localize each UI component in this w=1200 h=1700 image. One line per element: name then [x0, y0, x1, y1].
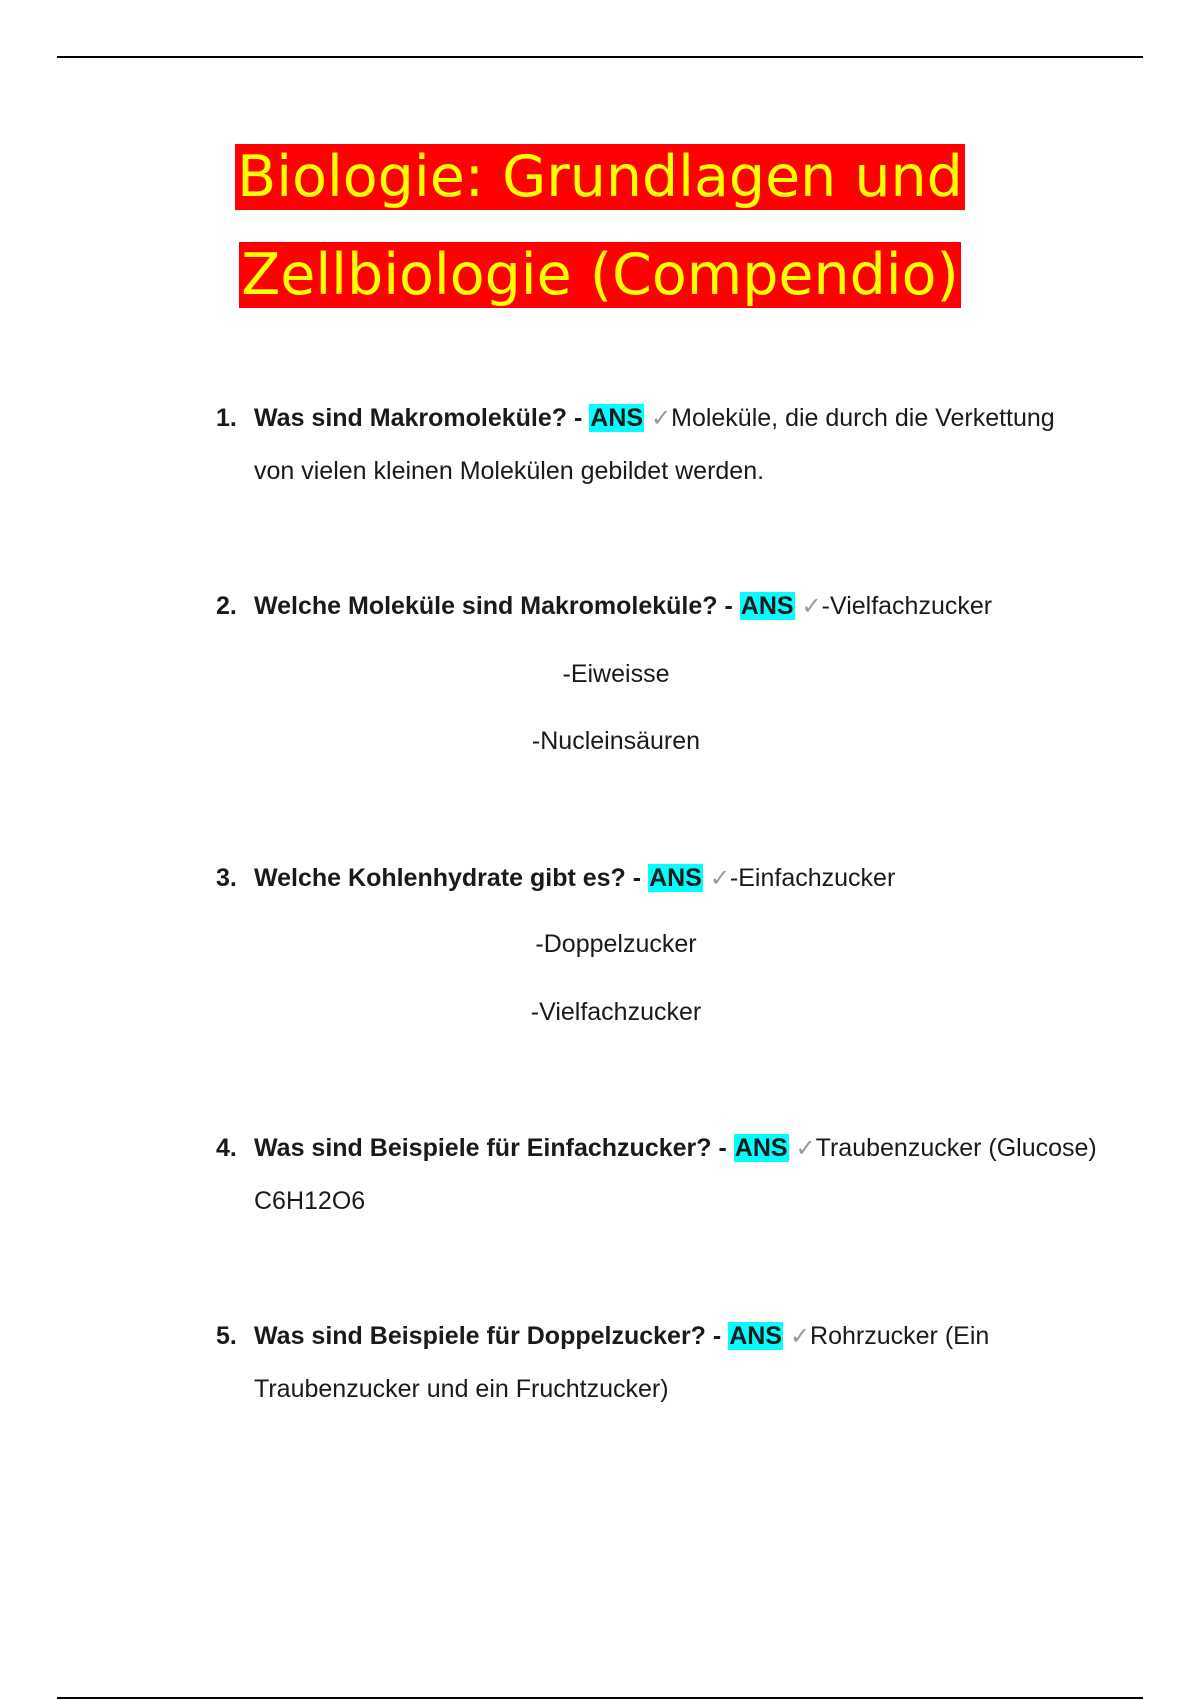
question-5	[216, 1310, 1116, 1415]
check-icon: ✓	[789, 1323, 811, 1350]
document-title-line-2	[0, 242, 1200, 308]
answer-list-item: -Nucleinsäuren	[531, 727, 701, 755]
question-1	[216, 392, 1116, 497]
check-icon: ✓	[651, 405, 672, 432]
answer-list-item: -Eiweisse	[562, 660, 670, 688]
answer-text: -Einfachzucker	[729, 864, 896, 892]
ans-label: ANS	[740, 592, 794, 620]
question-text: Welche Kohlenhydrate gibt es? -	[254, 864, 642, 892]
answer-continuation: Traubenzucker und ein Fruchtzucker)	[254, 1375, 669, 1403]
question-number: 2.	[216, 592, 237, 620]
question-number: 3.	[216, 864, 237, 892]
check-icon: ✓	[801, 593, 822, 620]
ans-label: ANS	[729, 1322, 782, 1350]
question-number: 5.	[216, 1322, 237, 1350]
question-text: Was sind Makromoleküle? -	[254, 404, 583, 432]
document-title-line-1	[0, 144, 1200, 210]
ans-label: ANS	[734, 1134, 788, 1162]
question-text: Welche Moleküle sind Makromoleküle? -	[254, 592, 733, 620]
question-4	[216, 1122, 1116, 1227]
bottom-rule	[57, 1697, 1143, 1699]
ans-label: ANS	[590, 404, 644, 432]
answer-text: Traubenzucker (Glucose)	[815, 1134, 1097, 1162]
top-rule	[57, 56, 1143, 58]
answer-continuation: C6H12O6	[254, 1187, 366, 1215]
answer-text: Rohrzucker (Ein	[810, 1322, 990, 1350]
answer-list-item: -Vielfachzucker	[530, 998, 702, 1026]
question-text: Was sind Beispiele für Doppelzucker? -	[254, 1322, 722, 1350]
title-text-1: Biologie: Grundlagen und	[237, 144, 963, 210]
ans-label: ANS	[649, 864, 702, 892]
check-icon: ✓	[795, 1135, 816, 1162]
answer-list-item: -Doppelzucker	[535, 930, 697, 958]
question-text: Was sind Beispiele für Einfachzucker? -	[254, 1134, 727, 1162]
title-text-2: Zellbiologie (Compendio)	[241, 242, 959, 308]
answer-text: -Vielfachzucker	[821, 592, 993, 620]
question-number: 1.	[216, 404, 237, 432]
question-number: 4.	[216, 1134, 237, 1162]
question-3	[216, 852, 1116, 905]
answer-continuation: von vielen kleinen Molekülen gebildet werden.	[254, 457, 765, 485]
question-2	[216, 580, 1116, 633]
check-icon: ✓	[709, 865, 730, 892]
answer-text: Moleküle, die durch die Verkettung	[671, 404, 1055, 432]
